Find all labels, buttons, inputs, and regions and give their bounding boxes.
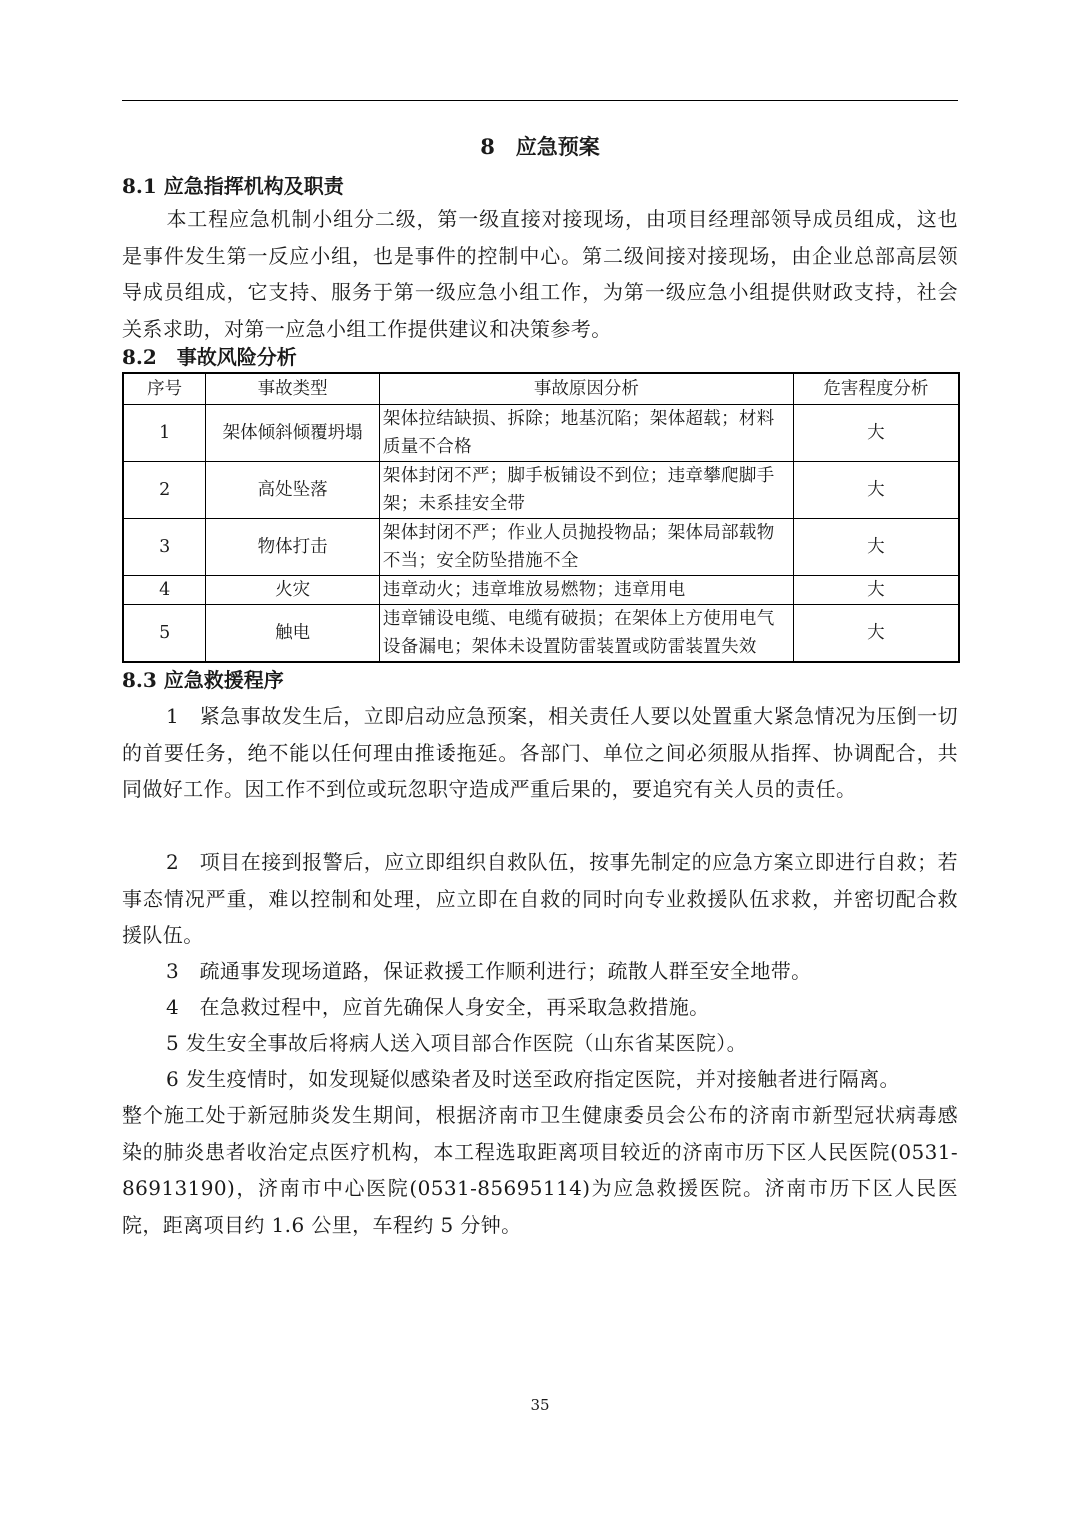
section-8-1-heading: 8.1 应急指挥机构及职责 (122, 174, 344, 198)
table-header-row (123, 373, 959, 405)
cell-cause: 违章铺设电缆、电缆有破损；在架体上方使用电气设备漏电；架体未设置防雷装置或防雷装置失效 (379, 605, 793, 663)
cell-cause: 架体封闭不严；脚手板铺设不到位；违章攀爬脚手架；未系挂安全带 (379, 462, 793, 519)
procedure-item-5 (122, 1025, 958, 1062)
cell-no: 4 (123, 576, 206, 605)
table-row (123, 405, 959, 462)
header-no: 序号 (123, 373, 206, 405)
procedure-item-text: 6 发生疫情时，如发现疑似感染者及时送至政府指定医院，并对接触者进行隔离。 (166, 1067, 900, 1091)
procedure-item-text: 5 发生安全事故后将病人送入项目部合作医院（山东省某医院）。 (166, 1031, 748, 1055)
chapter-title: 8 应急预案 (480, 134, 600, 159)
table-row (123, 605, 959, 663)
procedure-item-text: 4 在急救过程中，应首先确保人身安全，再采取急救措施。 (166, 995, 710, 1019)
cell-cause: 架体封闭不严；作业人员抛投物品；架体局部载物不当；安全防坠措施不全 (379, 519, 793, 576)
cell-level: 大 (793, 576, 959, 605)
cell-no: 3 (123, 519, 206, 576)
procedure-item-text: 1 紧急事故发生后，立即启动应急预案，相关责任人要以处置重大紧急情况为压倒一切的首要任务，绝不能以任何理由推诿拖延。各部门、单位之间必须服从指挥、协调配合，共同做好工作。因工作不到位或玩忽职守造成严重后果的，要追究有关人员的责任。 (122, 704, 958, 801)
procedure-item-text: 2 项目在接到报警后，应立即组织自救队伍，按事先制定的应急方案立即进行自救；若事态情况严重，难以控制和处理，应立即在自救的同时向专业救援队伍求救，并密切配合救援队伍。 (122, 850, 958, 947)
cell-type: 触电 (206, 605, 380, 663)
section-8-1-text: 本工程应急机制小组分二级，第一级直接对接现场，由项目经理部领导成员组成，这也是事件发生第一反应小组，也是事件的控制中心。第二级间接对接现场，由企业总部高层领导成员组成，它支持、服务于第一级应急小组工作，为第一级应急小组提供财政支持，社会关系求助，对第一应急小组工作提供建议和决策参考。 (122, 207, 958, 341)
cell-no: 5 (123, 605, 206, 663)
cell-no: 2 (123, 462, 206, 519)
cell-type: 架体倾斜倾覆坍塌 (206, 405, 380, 462)
section-8-3-heading: 8.3 应急救援程序 (122, 668, 284, 692)
procedure-item-3 (122, 953, 958, 990)
cell-level: 大 (793, 605, 959, 663)
procedure-item-4 (122, 989, 958, 1026)
section-8-1-paragraph (122, 201, 958, 347)
header-rule (122, 100, 958, 101)
cell-no: 1 (123, 405, 206, 462)
table-row (123, 462, 959, 519)
procedure-item-2 (122, 844, 958, 954)
cell-type: 高处坠落 (206, 462, 380, 519)
table-row (123, 576, 959, 605)
closing-paragraph: 整个施工处于新冠肺炎发生期间，根据济南市卫生健康委员会公布的济南市新型冠状病毒感染的肺炎患者收治定点医疗机构，本工程选取距离项目较近的济南市历下区人民医院(0531-86913190)，济南市中心医院(0531-85695114)为应急救援医院。济南市历下区人民医院，距离项目约 1.6 公里，车程约 5 分钟。 (122, 1103, 958, 1237)
cell-level: 大 (793, 405, 959, 462)
header-level: 危害程度分析 (793, 373, 959, 405)
procedure-item-6 (122, 1061, 958, 1098)
cell-type: 物体打击 (206, 519, 380, 576)
header-type: 事故类型 (206, 373, 380, 405)
page-number: 35 (530, 1396, 550, 1414)
cell-cause: 架体拉结缺损、拆除；地基沉陷；架体超载；材料质量不合格 (379, 405, 793, 462)
table-row (123, 519, 959, 576)
risk-analysis-table (122, 372, 960, 663)
cell-level: 大 (793, 519, 959, 576)
header-cause: 事故原因分析 (379, 373, 793, 405)
cell-cause: 违章动火；违章堆放易燃物；违章用电 (379, 576, 793, 605)
procedure-item-text: 3 疏通事发现场道路，保证救援工作顺利进行；疏散人群至安全地带。 (166, 959, 812, 983)
cell-level: 大 (793, 462, 959, 519)
procedure-item-1 (122, 698, 958, 808)
cell-type: 火灾 (206, 576, 380, 605)
section-8-2-heading: 8.2 事故风险分析 (122, 345, 297, 369)
